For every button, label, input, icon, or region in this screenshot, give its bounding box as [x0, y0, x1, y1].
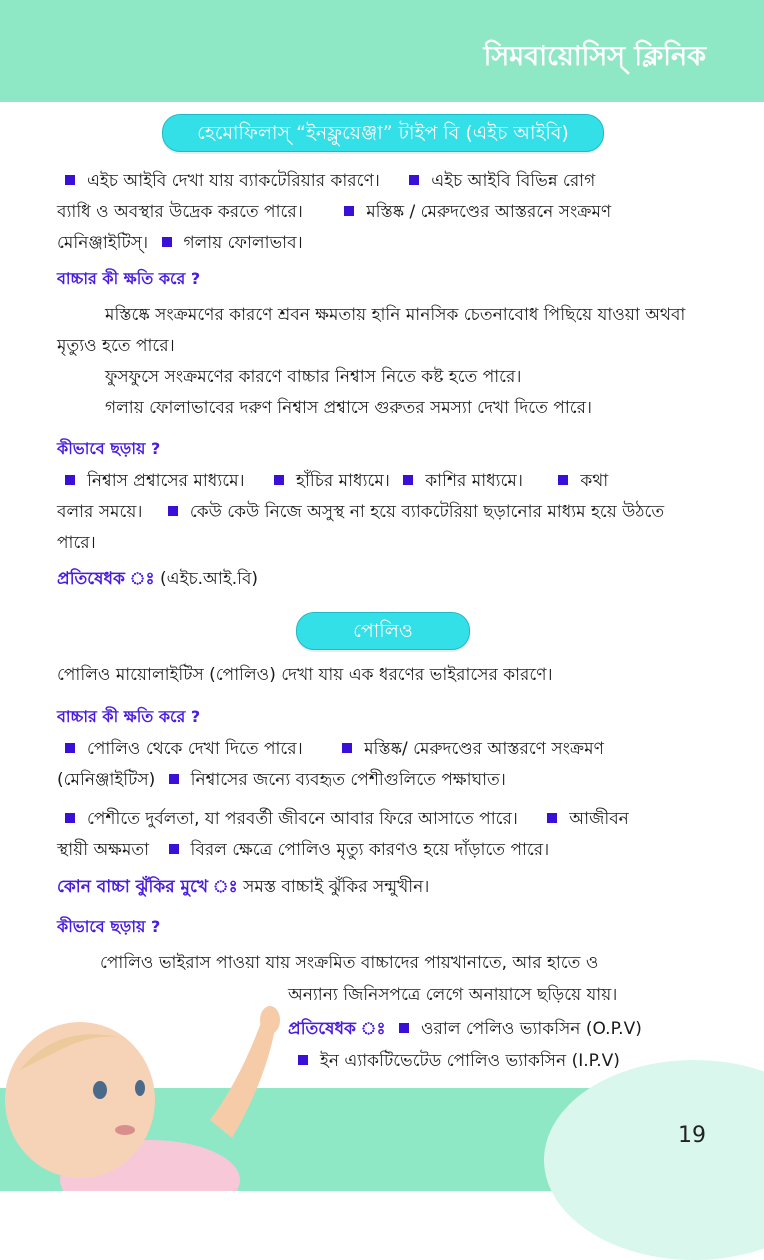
polio-intro: পোলিও মায়োলাইটিস (পোলিও) দেখা যায় এক ধরণের ভাইরাসের কারণে। [57, 665, 553, 685]
polio-harm-list-2: পেশীতে দুর্বলতা, যা পরবর্তী জীবনে আবার ফিরে আসাতে পারে। আজীবন স্থায়ী অক্ষমতা বিরল ক্ষেত্রে পোলিও মৃত্যু কারণও হয়ে দাঁড়াতে পারে। [57, 809, 629, 860]
hib-section-title: হেমোফিলাস্ “ইনফ্লুয়েঞ্জা” টাইপ বি (এইচ আইবি) [162, 114, 604, 152]
bullet-square-icon [65, 175, 75, 185]
bullet-square-icon [344, 206, 354, 216]
hib-spread-heading: কীভাবে ছড়ায় ? [57, 439, 161, 458]
header-title: সিমবায়োসিস্ ক্লিনিক [483, 41, 706, 72]
polio-vaccine-2: ইন এ্যাকটিভেটেড পোলিও ভ্যাকসিন (I.P.V) [290, 1046, 710, 1077]
hib-vaccine-value: (এইচ.আই.বি) [160, 569, 259, 589]
polio-risk [57, 872, 707, 903]
bullet-square-icon [65, 813, 75, 823]
baby-mouth [115, 1125, 135, 1135]
bullet-square-icon [162, 237, 172, 247]
bullet-square-icon [547, 813, 557, 823]
polio-harm-heading: বাচ্চার কী ক্ষতি করে ? [57, 707, 201, 726]
polio-harm-list-1: পোলিও থেকে দেখা দিতে পারে। মস্তিষ্ক/ মেরুদণ্ডের আস্তরণে সংক্রমণ (মেনিঞ্জাইটিস) নিশ্বাসের জন্যে ব্যবহৃত পেশীগুলিতে পক্ষাঘাত। [57, 739, 604, 790]
baby-head [5, 1022, 155, 1178]
polio-spread-heading: কীভাবে ছড়ায় ? [57, 917, 161, 936]
baby-pointing-illustration [0, 980, 290, 1191]
hib-harm-text: মস্তিষ্কে সংক্রমণের কারণে শ্রবন ক্ষমতায় হানি মানসিক চেতনাবোধ পিছিয়ে যাওয়া অথবা মৃত্যুও হতে পারে। ফুসফুসে সংক্রমণের কারণে বাচ্চার নিশ্বাস নিতে কষ্ট হতে পারে। গলায় ফোলাভাবের দরুণ নিশ্বাস প্রশ্বাসে গুরুতর সমস্যা দেখা দিতে পারে। [57, 305, 686, 418]
hib-causes: এইচ আইবি দেখা যায় ব্যাকটেরিয়ার কারণে। এইচ আইবি বিভিন্ন রোগ ব্যাধি ও অবস্থার উদ্রেক করতে পারে। মস্তিষ্ক / মেরুদণ্ডের আস্তরনে সংক্রমণ মেনিঞ্জাইটিস্। গলায় ফোলাভাব। [57, 171, 612, 253]
bullet-square-icon [298, 1055, 308, 1065]
baby-eye [135, 1080, 145, 1096]
bullet-square-icon [168, 506, 178, 516]
hib-harm-heading: বাচ্চার কী ক্ষতি করে ? [57, 269, 201, 288]
baby-eye [93, 1081, 107, 1099]
polio-risk-value: সমস্ত বাচ্চাই ঝুঁকির সন্মুখীন। [243, 877, 430, 897]
polio-vaccine-1: প্রতিষেধক ঃ ওরাল পেলিও ভ্যাকসিন (O.P.V) [288, 1019, 642, 1039]
hib-spread-text: নিশ্বাস প্রশ্বাসের মাধ্যমে। হাঁচির মাধ্যমে। কাশির মাধ্যমে। কথা বলার সময়ে। কেউ কেউ নিজে অসুস্থ না হয়ে ব্যাকটেরিয়া ছড়ানোর মাধ্যম হয়ে উঠতে পারে। [57, 471, 665, 553]
bullet-square-icon [169, 844, 179, 854]
hib-vaccine-label: প্রতিষেধক ঃ [57, 569, 155, 589]
polio-risk-label: কোন বাচ্চা ঝুঁকির মুখে ঃ [57, 877, 238, 897]
polio-spread-line-2: অন্যান্য জিনিসপত্রে লেগে অনায়াসে ছড়িয়ে যায়। [288, 985, 618, 1005]
bullet-square-icon [274, 475, 284, 485]
baby-hand [260, 1006, 280, 1034]
polio-spread-line-1: পোলিও ভাইরাস পাওয়া যায় সংক্রমিত বাচ্চাদের পায়খানাতে, আর হাতে ও [100, 953, 599, 973]
bullet-square-icon [558, 475, 568, 485]
page-number: 19 [678, 1123, 706, 1148]
bullet-square-icon [342, 743, 352, 753]
bullet-square-icon [403, 475, 413, 485]
bullet-square-icon [65, 743, 75, 753]
polio-vaccine-label: প্রতিষেধক ঃ [288, 1019, 386, 1039]
bullet-square-icon [169, 774, 179, 784]
polio-section-title: পোলিও [296, 612, 470, 650]
baby-arm [210, 1020, 276, 1138]
bullet-square-icon [409, 175, 419, 185]
hib-vaccine [57, 564, 707, 595]
bullet-square-icon [399, 1023, 409, 1033]
bullet-square-icon [65, 475, 75, 485]
